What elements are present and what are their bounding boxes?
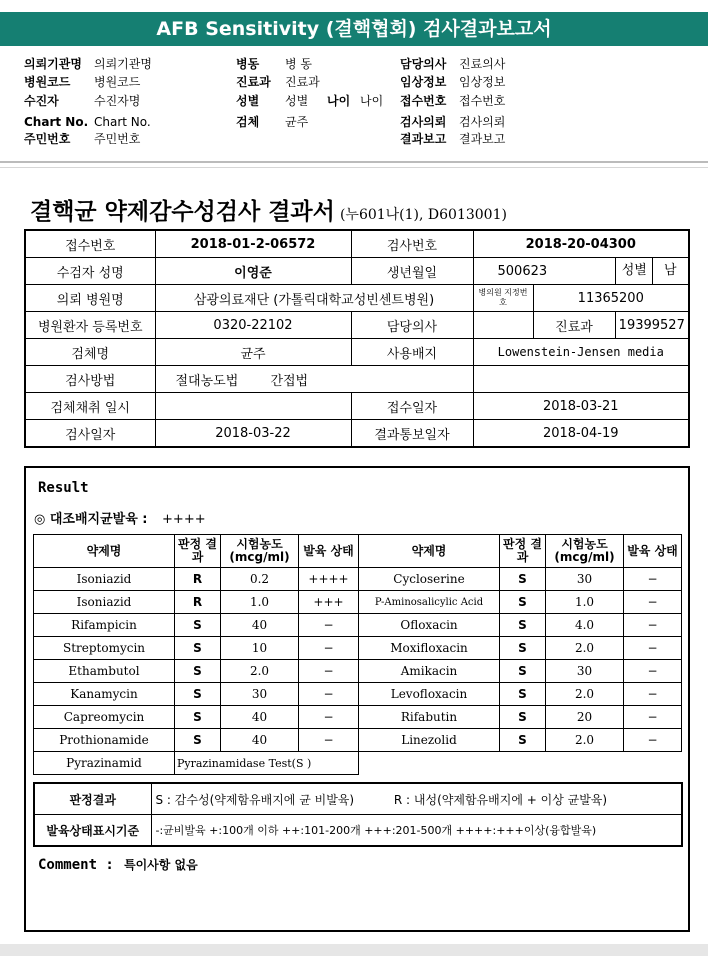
drug-result: S xyxy=(500,683,546,706)
judge-s: S : 감수성(약제함유배지에 균 비발육) xyxy=(155,792,355,807)
table-row xyxy=(25,393,689,420)
drug-growth: − xyxy=(299,706,359,729)
cell-label: 생년월일 xyxy=(351,258,473,285)
drug-growth: − xyxy=(624,683,682,706)
drug-result: S xyxy=(175,660,221,683)
info-value: 병원코드 xyxy=(94,75,141,89)
drug-growth: − xyxy=(624,614,682,637)
control-growth xyxy=(34,508,206,527)
empty-cell xyxy=(473,366,689,393)
info-row xyxy=(0,74,708,91)
cell-label: 접수일자 xyxy=(351,393,473,420)
report-title-bar xyxy=(0,12,708,46)
drug-result: S xyxy=(175,729,221,752)
info-label: 검체 xyxy=(236,115,260,129)
header-conc xyxy=(221,535,299,568)
info-label: Chart No. xyxy=(24,115,89,129)
drug-name: P-Aminosalicylic Acid xyxy=(359,591,500,614)
drug-result: S xyxy=(500,591,546,614)
drug-growth: ++++ xyxy=(299,568,359,591)
drug-result: S xyxy=(500,729,546,752)
info-value: 임상정보 xyxy=(459,75,506,89)
drug-concentration: 30 xyxy=(546,568,624,591)
patient-name: 이영준 xyxy=(155,258,351,285)
hospital-name: 삼광의료재단 (가톨릭대학교성빈센트병원) xyxy=(155,285,473,312)
table-row xyxy=(34,614,682,637)
table-row xyxy=(25,258,689,285)
patient-registration: 0320-22102 xyxy=(155,312,351,339)
result-box xyxy=(24,466,690,932)
divider xyxy=(0,161,708,163)
table-row xyxy=(25,312,689,339)
drug-result: S xyxy=(175,614,221,637)
drug-concentration: 20 xyxy=(546,706,624,729)
drug-name: Linezolid xyxy=(359,729,500,752)
drug-concentration: 40 xyxy=(221,706,299,729)
drug-name: Rifabutin xyxy=(359,706,500,729)
info-label: 주민번호 xyxy=(24,132,71,146)
comment xyxy=(38,856,198,873)
info-row xyxy=(0,114,708,131)
drug-result: S xyxy=(175,706,221,729)
drug-growth: − xyxy=(299,614,359,637)
drug-concentration: 30 xyxy=(221,683,299,706)
table-row xyxy=(34,683,682,706)
drug-name: Ethambutol xyxy=(34,660,175,683)
sex: 남 xyxy=(663,263,677,278)
table-row xyxy=(25,366,689,393)
judge-label: 판정결과 xyxy=(34,783,151,815)
header-growth-text: 발육 상태 xyxy=(627,543,678,558)
info-value: 의뢰기관명 xyxy=(94,57,152,71)
drug-growth: − xyxy=(624,637,682,660)
comment-label: Comment : xyxy=(38,857,114,873)
drug-name: Streptomycin xyxy=(34,637,175,660)
drug-result: R xyxy=(175,568,221,591)
table-row xyxy=(34,637,682,660)
reception-number: 2018-01-2-06572 xyxy=(155,230,351,258)
drug-growth: − xyxy=(624,568,682,591)
drug-concentration: 2.0 xyxy=(221,660,299,683)
report-title: AFB Sensitivity (결핵협회) 검사결과보고서 xyxy=(156,18,552,40)
drug-name: Amikacin xyxy=(359,660,500,683)
drug-growth: − xyxy=(624,591,682,614)
table-row xyxy=(25,420,689,448)
table-row xyxy=(34,815,682,847)
cell-label: 담당의사 xyxy=(351,312,473,339)
notify-date: 2018-04-19 xyxy=(473,420,689,448)
cell-label: 의뢰 병원명 xyxy=(25,285,155,312)
table-row xyxy=(34,660,682,683)
report-heading xyxy=(30,193,507,226)
control-growth-label: ◎ 대조배지균발육 : xyxy=(34,512,148,527)
info-label: 의뢰기관명 xyxy=(24,57,82,71)
drug-result: S xyxy=(175,683,221,706)
drug-concentration: 2.0 xyxy=(546,683,624,706)
info-value: 균주 xyxy=(285,115,309,129)
info-label: 병원코드 xyxy=(24,75,71,89)
sex-value xyxy=(615,258,689,285)
cell-label: 병의원 지정번호 xyxy=(473,285,533,312)
table-row xyxy=(34,729,682,752)
cell-label: 수검자 성명 xyxy=(25,258,155,285)
cell-label: 접수번호 xyxy=(25,230,155,258)
drug-name: Isoniazid xyxy=(34,568,175,591)
table-row xyxy=(34,706,682,729)
cell-label: 사용배지 xyxy=(351,339,473,366)
drug-growth: − xyxy=(299,683,359,706)
info-value: 진료과 xyxy=(285,75,320,89)
drug-name: Capreomycin xyxy=(34,706,175,729)
table-row xyxy=(34,591,682,614)
info-label: 병동 xyxy=(236,57,260,71)
info-value: 검사의뢰 xyxy=(459,115,506,129)
drug-result: S xyxy=(175,637,221,660)
result-label: Result xyxy=(38,480,89,496)
drug-concentration: 40 xyxy=(221,614,299,637)
comment-value: 특이사항 없음 xyxy=(124,858,198,872)
method xyxy=(155,366,473,393)
table-row xyxy=(25,285,689,312)
info-row xyxy=(0,56,708,73)
drug-name: Levofloxacin xyxy=(359,683,500,706)
info-value: 결과보고 xyxy=(459,132,506,146)
drug-growth: − xyxy=(624,660,682,683)
info-value: 수진자명 xyxy=(94,94,141,108)
info-value: 진료의사 xyxy=(459,57,506,71)
drug-result: S xyxy=(500,660,546,683)
info-label: 나이 xyxy=(327,94,351,108)
pyrazinamidase-test: Pyrazinamidase Test(S ) xyxy=(175,752,359,775)
legend-table xyxy=(33,782,683,847)
header-growth xyxy=(624,535,682,568)
judge-r: R : 내성(약제함유배지에 + 이상 균발육) xyxy=(393,792,608,807)
drug-result: S xyxy=(500,706,546,729)
drug-name: Kanamycin xyxy=(34,683,175,706)
header-conc xyxy=(546,535,624,568)
patient-info-block xyxy=(0,56,708,152)
info-label: 수진자 xyxy=(24,94,59,108)
growth-legend: -:균비발육 +:100개 이하 ++:101-200개 +++:201-500개 ++++:+++이상(융합발육) xyxy=(151,815,682,847)
header-growth xyxy=(299,535,359,568)
doctor-value xyxy=(473,312,533,339)
judge-legend xyxy=(151,783,682,815)
drug-concentration: 10 xyxy=(221,637,299,660)
drug-name: Ofloxacin xyxy=(359,614,500,637)
info-label: 접수번호 xyxy=(400,94,447,108)
info-value: 나이 xyxy=(360,94,384,108)
drug-name: Cycloserine xyxy=(359,568,500,591)
cell-label: 진료과 xyxy=(533,312,615,339)
drug-concentration: 2.0 xyxy=(546,637,624,660)
empty-cell xyxy=(359,752,682,775)
growth-legend-label: 발육상태표시기준 xyxy=(34,815,151,847)
drug-concentration: 4.0 xyxy=(546,614,624,637)
drug-concentration: 40 xyxy=(221,729,299,752)
table-header-row xyxy=(34,535,682,568)
info-value: 병 동 xyxy=(285,57,312,71)
method-1: 절대농도법 xyxy=(175,373,239,389)
divider xyxy=(0,167,708,168)
drug-name: Rifampicin xyxy=(34,614,175,637)
header-drug: 약제명 xyxy=(34,535,175,568)
info-value: 주민번호 xyxy=(94,132,141,146)
drug-growth: +++ xyxy=(299,591,359,614)
info-label: 성별 xyxy=(236,94,260,108)
medium: Lowenstein-Jensen media xyxy=(473,339,689,366)
drug-growth: − xyxy=(299,637,359,660)
exam-number: 2018-20-04300 xyxy=(473,230,689,258)
cell-label: 결과통보일자 xyxy=(351,420,473,448)
header-result xyxy=(500,535,546,568)
table-row xyxy=(34,783,682,815)
drug-name: Moxifloxacin xyxy=(359,637,500,660)
header-result xyxy=(175,535,221,568)
drug-growth: − xyxy=(624,706,682,729)
drug-concentration: 1.0 xyxy=(546,591,624,614)
table-row xyxy=(34,568,682,591)
cell-label: 검사방법 xyxy=(25,366,155,393)
info-label: 진료과 xyxy=(236,75,271,89)
table-row xyxy=(25,339,689,366)
cell-label: 검사일자 xyxy=(25,420,155,448)
cell-label: 병원환자 등록번호 xyxy=(25,312,155,339)
table-row xyxy=(34,752,682,775)
drug-concentration: 2.0 xyxy=(546,729,624,752)
info-row xyxy=(0,131,708,148)
header-growth-text: 발육 상태 xyxy=(303,543,354,558)
control-growth-value: ++++ xyxy=(162,512,206,527)
info-value: Chart No. xyxy=(94,115,151,129)
bottom-bar xyxy=(0,944,708,956)
header-result-text: 판정 결과 xyxy=(503,537,542,564)
drug-concentration: 30 xyxy=(546,660,624,683)
info-value: 접수번호 xyxy=(459,94,506,108)
method-2: 간접법 xyxy=(270,373,309,389)
drug-result: S xyxy=(500,614,546,637)
table-row xyxy=(25,230,689,258)
info-label: 임상정보 xyxy=(400,75,447,89)
department-code: 19399527 xyxy=(615,312,689,339)
drug-name: Isoniazid xyxy=(34,591,175,614)
drug-name: Pyrazinamid xyxy=(34,752,175,775)
info-value: 성별 xyxy=(285,94,309,108)
drug-result: S xyxy=(500,637,546,660)
report-heading-title: 결핵균 약제감수성검사 결과서 xyxy=(30,198,335,225)
collect-date xyxy=(155,393,351,420)
specimen: 균주 xyxy=(155,339,351,366)
drug-result: S xyxy=(500,568,546,591)
patient-details-table xyxy=(24,229,690,448)
drug-growth: − xyxy=(299,660,359,683)
designated-number: 11365200 xyxy=(533,285,689,312)
info-label: 검사의뢰 xyxy=(400,115,447,129)
exam-date: 2018-03-22 xyxy=(155,420,351,448)
info-row xyxy=(0,93,708,110)
drug-result: R xyxy=(175,591,221,614)
cell-label: 검체명 xyxy=(25,339,155,366)
cell-label: 검사번호 xyxy=(351,230,473,258)
header-conc-text: 시험농도 (mcg/ml) xyxy=(229,537,290,564)
info-label: 담당의사 xyxy=(400,57,447,71)
header-result-text: 판정 결과 xyxy=(178,537,217,564)
drug-concentration: 0.2 xyxy=(221,568,299,591)
header-conc-text: 시험농도 (mcg/ml) xyxy=(554,537,615,564)
susceptibility-table xyxy=(33,534,682,775)
drug-growth: − xyxy=(299,729,359,752)
sex-label: 성별 xyxy=(616,258,653,284)
info-label: 결과보고 xyxy=(400,132,447,146)
cell-label: 검체채취 일시 xyxy=(25,393,155,420)
receive-date: 2018-03-21 xyxy=(473,393,689,420)
header-drug: 약제명 xyxy=(359,535,500,568)
drug-name: Prothionamide xyxy=(34,729,175,752)
report-heading-code: (누601나(1), D6013001) xyxy=(339,207,507,223)
birth-date: 500623 xyxy=(473,258,615,285)
drug-growth: − xyxy=(624,729,682,752)
drug-concentration: 1.0 xyxy=(221,591,299,614)
